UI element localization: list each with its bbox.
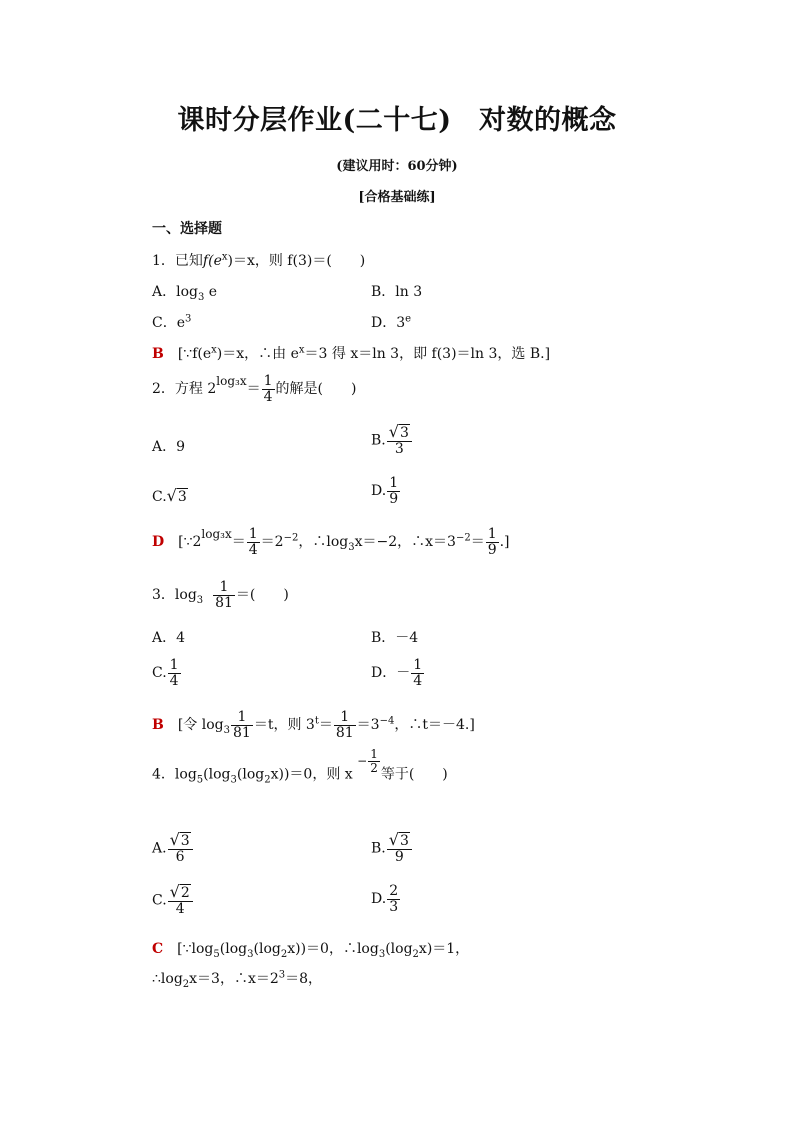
q2-option-b: B. $\frac{√3}{3}$ — [371, 424, 413, 456]
q1-option-c: C．$e^3$ — [152, 313, 192, 331]
q3-option-b: B．－4 — [371, 630, 419, 646]
q4-option-b: B. $\frac{√3}{9}$ — [371, 832, 413, 864]
q1-option-b: B．ln 3 — [371, 284, 423, 300]
page-title: 课时分层作业(二十七) 对数的概念 — [177, 105, 617, 136]
q3-solution: B [令 $\log_3$ $\frac{1}{81}$ ＝t，则 $3^t=$ $\frac{1}{81}$ $=3^{-4}$，∴t＝－4.] — [152, 709, 475, 741]
q1-option-a: A．$\log_3 e$ — [152, 284, 218, 303]
q2-stem: 2．方程 2log₃x＝ $\frac{1}{4}$ 的解是( ) — [152, 373, 357, 405]
q1-answer: B — [152, 346, 164, 362]
q4-answer: C — [152, 941, 164, 957]
q4-stem: 4．$\log_5(\log_3(\log_2x))=0$，则 x − $\frac{1}{2}$ 等于( ) — [152, 747, 448, 786]
q3-option-c: C. $\frac{1}{4}$ — [152, 657, 179, 689]
time-note: (建议用时：60分钟) — [336, 159, 458, 174]
q3-stem: 3．$\log_3$ $\frac{1}{81}$ ＝( ) — [152, 579, 289, 611]
q4-solution-line1: C [$\because\log_5(\log_3(\log_2x))=0$，$\therefore\log_3(\log_2x)=1$， — [152, 941, 470, 960]
q4-exponent: − $\frac{1}{2}$ — [357, 747, 378, 775]
q4-option-a: A. $\frac{√3}{6}$ — [152, 832, 194, 864]
q2-solution: D [∵2log₃x＝ $\frac{1}{4}$ $=2^{-2}$，$\therefore\log_3x=-2$，$\therefore x=3^{-2}=$ $\frac{1}{9}$ .] — [152, 526, 510, 558]
q1-option-d: D．3e — [371, 313, 412, 331]
q4-option-c: C. $\frac{√2}{4}$ — [152, 884, 194, 916]
q1-solution: B [$\because f(e^x)=x$，∴由 $e^x=3$ 得 x＝ln 3，即 f(3)＝ln 3，选 B.] — [152, 344, 551, 362]
q2-stem-fraction: $\frac{1}{4}$ — [263, 373, 273, 405]
q3-answer: B — [152, 717, 164, 734]
section-tag: [合格基础练] — [358, 190, 436, 205]
q2-option-d: D. $\frac{1}{9}$ — [371, 475, 399, 507]
section-label: 一、选择题 — [152, 221, 222, 237]
q4-solution-line2: $\therefore\log_2x=3$，$\therefore x=2^3=8$， — [152, 969, 323, 990]
q1-stem: 1．已知$f(e^x)=x$，则 f(3)＝( ) — [152, 251, 366, 269]
q2-option-c: C.√3 — [152, 486, 187, 505]
q2-answer: D — [152, 534, 165, 551]
q3-option-a: A．4 — [152, 630, 186, 646]
q2-option-a: A．9 — [152, 439, 186, 455]
q4-option-d: D. $\frac{2}{3}$ — [371, 883, 399, 915]
q3-option-d: D．－ $\frac{1}{4}$ — [371, 657, 423, 689]
